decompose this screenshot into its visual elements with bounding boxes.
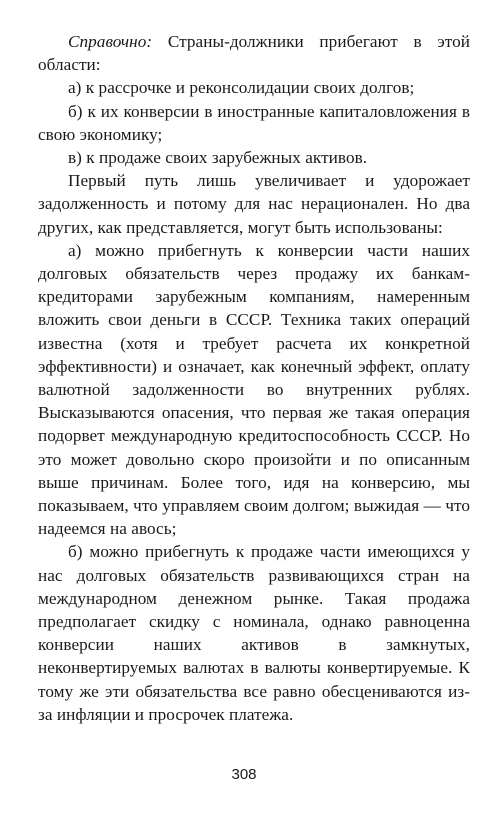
document-page-body xyxy=(38,30,470,726)
paragraph-sale: б) можно прибегнуть к продаже части имеющихся у нас долговых обязательств развивающихся стран на международном денежном рынке. Такая продажа предполагает скидку с номинала, однако равноценна конверсии наших активов в замкнутых, неконвертируемых валютах в валюты конвертируемые. К тому же эти обязательства все равно обесцениваются из-за инфляции и просрочек платежа. xyxy=(38,542,470,724)
intro-text: Страны-должники прибегают в этой области: xyxy=(38,32,470,75)
page-number: 308 xyxy=(231,766,257,783)
paragraph-first-path: Первый путь лишь увеличивает и удорожает задолженность и потому для нас нерационален. Но два других, как представляется, могут быть использованы: xyxy=(38,171,470,237)
intro-lead: Справочно: xyxy=(68,32,153,51)
paragraph-conversion: а) можно прибегнуть к конверсии части наших долговых обязательств через продажу их банкам-кредиторами зарубежным компаниям, намеренным вложить свои деньги в СССР. Техника таких операций известна (хотя и требует расчета их конкретной эффективности) и означает, как конечный эффект, оплату валютной задолженности во внутренних рублях. Высказываются опасения, что первая же такая операция подорвет международную кредитоспособность СССР. Но это может довольно скоро произойти и по описанным выше причинам. Более того, идя на конверсию, мы показываем, что управляем своим долгом; выжидая — что надеемся на авось; xyxy=(38,240,470,539)
option-b: б) к их конверсии в иностранные капиталовложения в свою экономику; xyxy=(38,101,470,144)
intro-paragraph xyxy=(38,30,470,76)
option-a: а) к рассрочке и реконсолидации своих долгов; xyxy=(68,78,415,98)
option-c: в) к продаже своих зарубежных активов. xyxy=(68,148,368,168)
